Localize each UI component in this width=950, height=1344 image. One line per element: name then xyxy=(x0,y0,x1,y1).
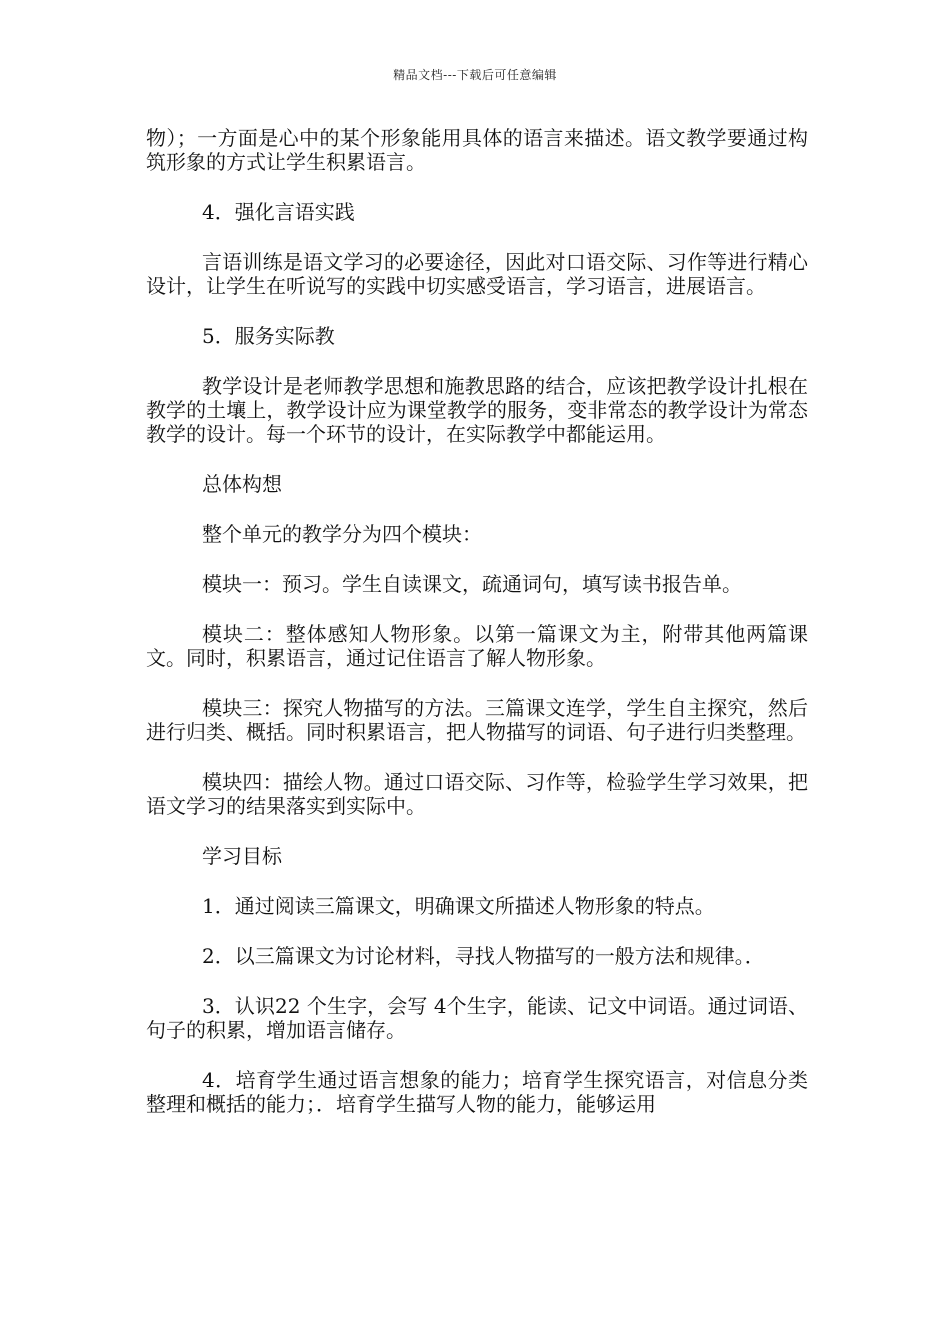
section-heading: 4．强化言语实践 xyxy=(202,200,355,224)
paragraph: 整个单元的教学分为四个模块： xyxy=(202,522,482,546)
list-item: 2．以三篇课文为讨论材料，寻找人物描写的一般方法和规律。． xyxy=(202,944,765,968)
list-item: 3．认识22 个生字，会写 4个生字，能读、记文中词语。通过词语、句子的积累，增加语言储存。 xyxy=(146,994,808,1042)
paragraph: 模块三：探究人物描写的方法。三篇课文连学，学生自主探究，然后进行归类、概括。同时积累语言，把人物描写的词语、句子进行归类整理。 xyxy=(146,696,808,744)
page-header: 精品文档---下载后可任意编辑 xyxy=(393,68,557,82)
section-heading: 5．服务实际教 xyxy=(202,324,335,348)
paragraph: 模块四：描绘人物。通过口语交际、习作等，检验学生学习效果，把语文学习的结果落实到实际中。 xyxy=(146,770,808,818)
list-item: 4．培育学生通过语言想象的能力；培育学生探究语言，对信息分类整理和概括的能力；．培育学生描写人物的能力，能够运用 xyxy=(146,1068,808,1116)
section-heading: 总体构想 xyxy=(202,472,282,496)
paragraph: 物）；一方面是心中的某个形象能用具体的语言来描述。语文教学要通过构筑形象的方式让学生积累语言。 xyxy=(146,126,808,174)
paragraph: 言语训练是语文学习的必要途径，因此对口语交际、习作等进行精心设计，让学生在听说写的实践中切实感受语言，学习语言，进展语言。 xyxy=(146,250,808,298)
document-body xyxy=(146,126,808,1116)
paragraph: 模块一：预习。学生自读课文，疏通词句，填写读书报告单。 xyxy=(202,572,742,596)
paragraph: 模块二：整体感知人物形象。以第一篇课文为主，附带其他两篇课文。同时，积累语言，通过记住语言了解人物形象。 xyxy=(146,622,808,670)
section-heading: 学习目标 xyxy=(202,844,282,868)
paragraph: 教学设计是老师教学思想和施教思路的结合，应该把教学设计扎根在教学的土壤上，教学设计应为课堂教学的服务，变非常态的教学设计为常态教学的设计。每一个环节的设计，在实际教学中都能运用。 xyxy=(146,374,808,446)
list-item: 1．通过阅读三篇课文，明确课文所描述人物形象的特点。 xyxy=(202,894,715,918)
